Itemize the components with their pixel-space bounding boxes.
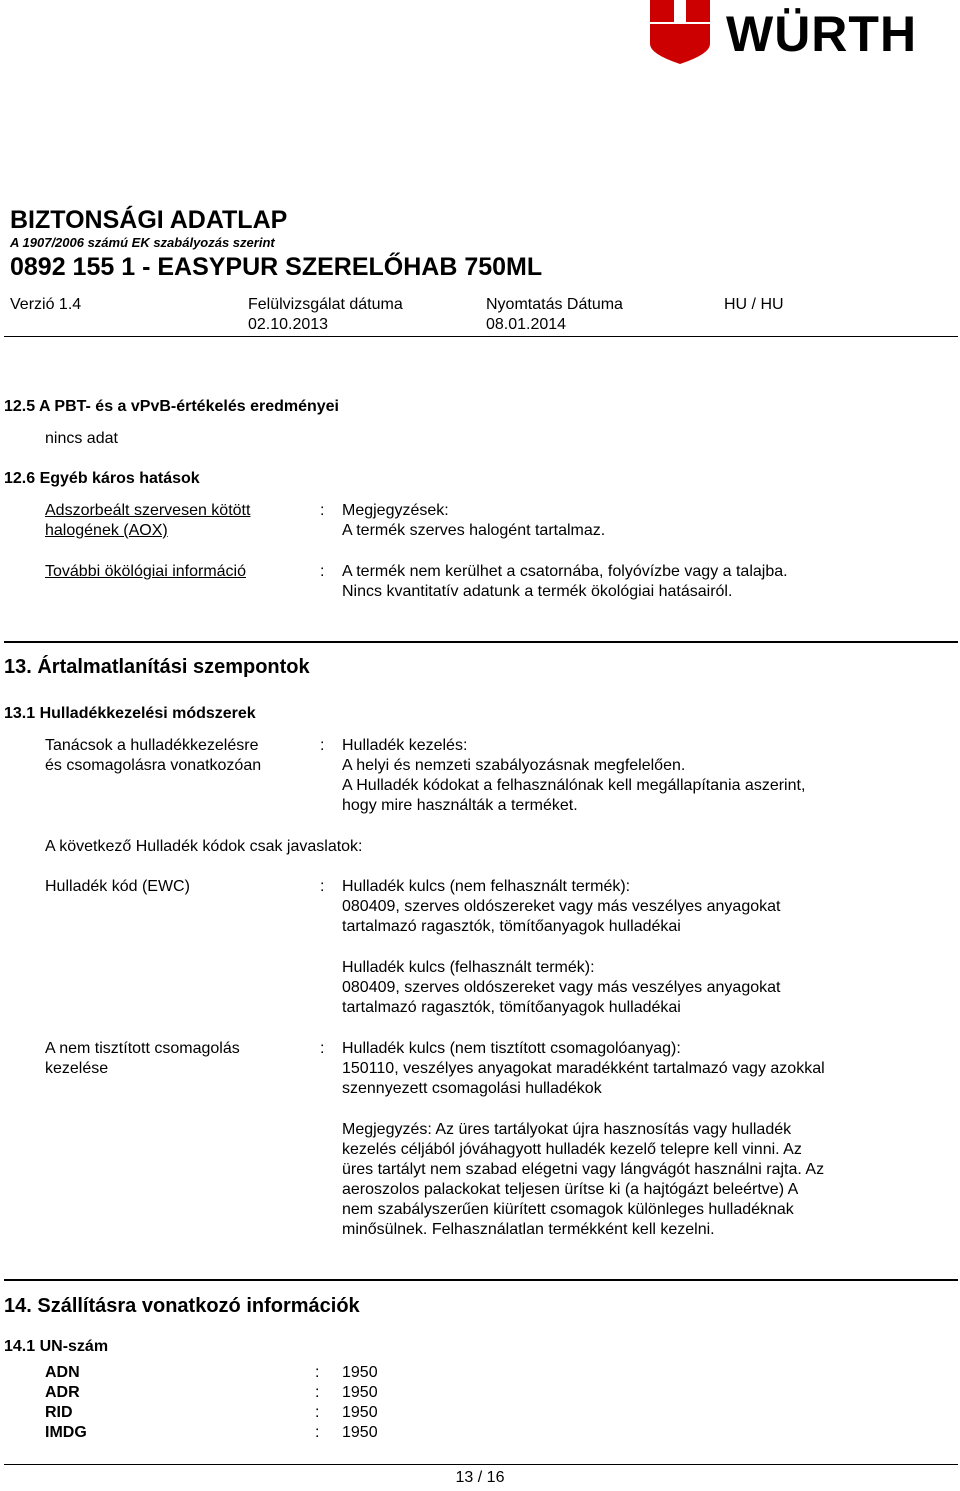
colon: : (320, 502, 325, 519)
section-14-1-title: 14.1 UN-szám (4, 1338, 109, 1355)
colon: : (315, 1404, 320, 1421)
pbt-text: nincs adat (45, 430, 118, 447)
un-number: 1950 (342, 1364, 378, 1381)
section-13-1-title: 13.1 Hulladékkezelési módszerek (4, 705, 256, 722)
section-13-divider (4, 641, 958, 643)
un-row-rid (45, 1403, 445, 1423)
page-number: 13 / 16 (455, 1469, 505, 1486)
advice-label: Tanácsok a hulladékkezelésre és csomagolásra vonatkozóan (45, 737, 262, 774)
waste-codes-note: A következő Hulladék kódok csak javaslatok: (45, 838, 363, 855)
advice-value: Hulladék kezelés: A helyi és nemzeti szabályozásnak megfelelően. A Hulladék kódokat a felhasználónak kell megállapítania aszerint, hogy mire használták a terméket. (342, 737, 806, 814)
section-14-title: 14. Szállításra vonatkozó információk (4, 1295, 360, 1317)
transport-mode: RID (45, 1404, 73, 1421)
section-14-divider (4, 1279, 958, 1281)
colon: : (315, 1364, 320, 1381)
aox-value: Megjegyzések: A termék szerves halogént tartalmaz. (342, 502, 606, 539)
ewc-used-value: Hulladék kulcs (felhasznált termék): 080409, szerves oldószereket vagy más veszélyes anyagokat tartalmazó ragasztók, tömítőanyagok hulladékai (342, 959, 781, 1016)
aox-label: Adszorbeált szervesen kötött halogének (AOX) (45, 502, 251, 539)
eco-value: A termék nem kerülhet a csatornába, folyóvízbe vagy a talajba. Nincs kvantitatív adatunk a termék ökológiai hatásairól. (342, 563, 788, 600)
packaging-label: A nem tisztított csomagolás kezelése (45, 1040, 240, 1077)
footer-divider (4, 1464, 958, 1465)
un-number-list (45, 1363, 445, 1443)
colon: : (320, 737, 325, 754)
colon: : (320, 563, 325, 580)
un-number: 1950 (342, 1404, 378, 1421)
un-number: 1950 (342, 1424, 378, 1441)
packaging-code-value: Hulladék kulcs (nem tisztított csomagolóanyag): 150110, veszélyes anyagokat maradékként tartalmazó vagy azokkal szennyezett csomagolási hulladékok (342, 1040, 825, 1097)
revision-label: Felülvizsgálat dátuma (248, 296, 403, 313)
ewc-unused-value: Hulladék kulcs (nem felhasznált termék): 080409, szerves oldószereket vagy más veszélyes anyagokat tartalmazó ragasztók, tömítőanyagok hulladékai (342, 878, 781, 935)
un-row-adn (45, 1363, 445, 1383)
print-label: Nyomtatás Dátuma (486, 296, 623, 313)
section-12-6-title: 12.6 Egyéb káros hatások (4, 470, 200, 487)
transport-mode: IMDG (45, 1424, 87, 1441)
colon: : (320, 878, 325, 895)
product-name: 0892 155 1 - EASYPUR SZERELŐHAB 750ML (10, 253, 543, 281)
colon: : (320, 1040, 325, 1057)
colon: : (315, 1384, 320, 1401)
section-12-5-title: 12.5 A PBT- és a vPvB-értékelés eredményei (4, 398, 339, 415)
section-13-title: 13. Ártalmatlanítási szempontok (4, 656, 310, 678)
un-number: 1950 (342, 1384, 378, 1401)
header-divider (4, 336, 958, 337)
packaging-note: Megjegyzés: Az üres tartályokat újra hasznosítás vagy hulladék kezelés céljából jóváhagyott hulladék kezelő telepre kell vinni. Az üres tartályt nem szabad elégetni vagy lángvágót használni rajta. Az aeroszolos palackokat teljesen ürítse ki (a hajtógázt beleértve) A nem szabályszerűen kiürített csomagok különleges hulladéknak minősülnek. Felhasználatlan termékként kell kezelni. (342, 1121, 825, 1238)
revision-date: 02.10.2013 (248, 316, 329, 333)
regulation-line: A 1907/2006 számú EK szabályozás szerint (10, 235, 275, 250)
document-title: BIZTONSÁGI ADATLAP (10, 206, 288, 234)
print-date: 08.01.2014 (486, 316, 567, 333)
eco-label: További ökölógiai információ (45, 563, 246, 580)
un-row-imdg (45, 1423, 445, 1443)
version: Verzió 1.4 (10, 296, 82, 313)
colon: : (315, 1424, 320, 1441)
wurth-logo (650, 0, 956, 66)
un-row-adr (45, 1383, 445, 1403)
brand-name: WÜRTH (726, 6, 918, 62)
transport-mode: ADN (45, 1364, 80, 1381)
ewc-label: Hulladék kód (EWC) (45, 878, 190, 895)
transport-mode: ADR (45, 1384, 80, 1401)
language: HU / HU (724, 296, 784, 313)
